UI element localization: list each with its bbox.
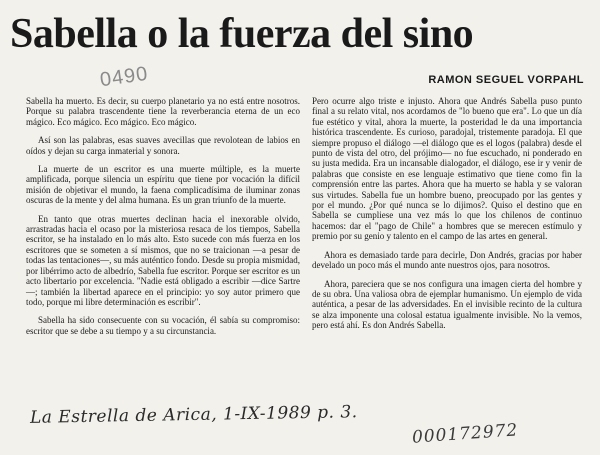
paragraph: Sabella ha sido consecuente con su vocación, él sabía su compromiso: escritor que se debe a su tiempo y a su circunstancia. [26,315,300,336]
handwritten-source-note: La Estrella de Arica, 1-IX-1989 p. 3. [29,402,358,428]
archive-stamp-number: 0490 [98,62,150,92]
paragraph: En tanto que otras muertes declinan hacia el inexorable olvido, arrastradas hacia el ocaso por la misteriosa resaca de los tiempos, Sabella escritor, se ha instalado en lo más alto. Esto sucede con más fuerza en los escritores que se someten a sí mismos, que no se traicionan —a pesar de todas las tentaciones—, su más auténtico fondo. Desde su propia mismidad, por libérrimo acto de albedrío, Sabella fue escritor. Porque ser escritor es un acto libertario por excelencia. "Nadie está obligado a escribir —dice Sartre—; también la libertad aparece en el principio: yo soy autor primero que todo, porque mi libre determinación es escribir". [26,213,300,307]
article-column-right [312,96,582,339]
author-byline: RAMON SEGUEL VORPAHL [428,74,584,86]
paragraph: Ahora, pareciera que se nos configura una imagen cierta del hombre y de su obra. Una valiosa obra de ejemplar humanismo. Un ejemplo de vida auténtica, a pesar de las adversidades. En el invisible recinto de la cultura se alza imponente una colosal estatua igualmente invisible. No la vemos, pero está ahí. Es don Andrés Sabella. [312,278,582,331]
article-headline: Sabella o la fuerza del sino [10,11,474,57]
article-column-left [26,96,300,344]
paragraph: Pero ocurre algo triste e injusto. Ahora que Andrés Sabella puso punto final a su relato vital, nos acordamos de "lo bueno que era". Lo que un día fue estético y vital, ahora la muerte, la posteridad le da una importancia histórica trascendente. Es curioso, paradojal, tristemente paradoja. El que siempre propuso el diálogo —el diálogo que es el logos (palabra) desde el punto de vista del otro, del prójimo— no fue escuchado, ni ponderado en su justa medida. Era un incansable dialogador, el diálogo, ese ir y venir de palabras que consiste en ese lenguaje estimativo que tiene como fin la comprensión entre las partes. Ahora que ha muerto se habla y se valoran sus virtudes. Sabella fue un hombre bueno, preocupado por las gentes y por el mundo. ¿Por qué nunca se lo dijimos?. Quiso el destino que en Sabella se cumpliese una vez más lo que los chilenos de continuo hacemos: dar el "pago de Chile" a hombres que se merecen estímulo y premio por su genio y talento en el campo de las artes en general. [312,96,582,242]
paragraph: Sabella ha muerto. Es decir, su cuerpo planetario ya no está entre nosotros. Porque su palabra trascendente tiene la reverberancia eterna de un eco mágico. Eco mágico. Eco mágico. Eco mágico. [26,96,300,127]
paragraph: Así son las palabras, esas suaves avecillas que revolotean de labios en oídos y dejan su carga inmaterial y sonora. [26,135,300,156]
paragraph: Ahora es demasiado tarde para decirle, Don Andrés, gracias por haber develado un poco más el mundo ante nuestros ojos, para nosotros. [312,249,582,271]
paragraph: La muerte de un escritor es una muerte múltiple, es la muerte amplificada, porque silencia un espíritu que tiene por vocación la difícil misión de objetivar el mundo, la faena complicadísima de iluminar zonas oscuras de la mente y del alma humana. Es un gran triunfo de la muerte. [26,164,300,206]
handwritten-catalog-number: 000172972 [411,420,519,448]
